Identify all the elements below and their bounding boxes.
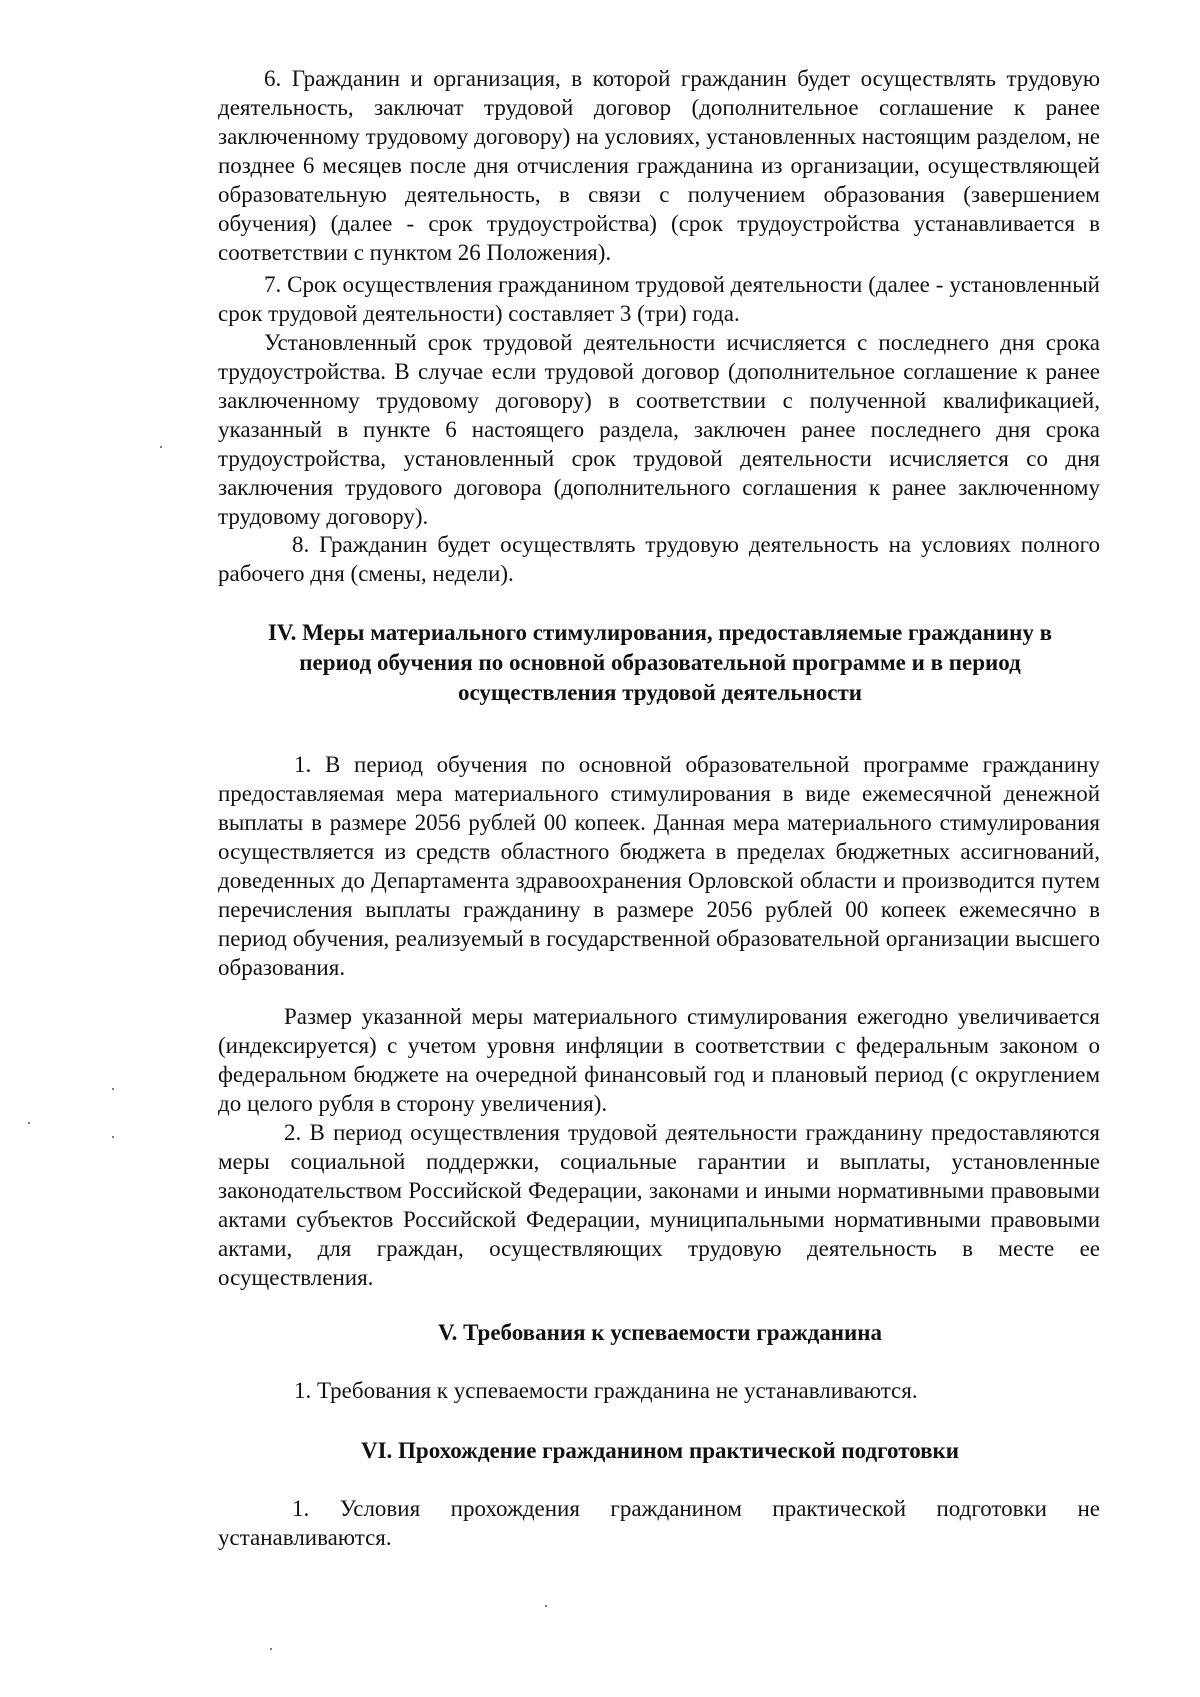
scan-speck <box>28 1122 30 1124</box>
scan-speck <box>112 1088 114 1090</box>
paragraph-5-1: 1. Требования к успеваемости гражданина не устанавливаются. <box>294 1378 918 1403</box>
paragraph-4-2: 2. В период осуществления трудовой деятельности гражданину предоставляются меры социальной поддержки, социальные гарантии и выплаты, установленные законодательством Российской Федерации, законами и иными нормативными правовыми актами субъектов Российской Федерации, муниципальными нормативными правовыми актами, для граждан, осуществляющих трудовую деятельность в месте ее осуществления. <box>218 1120 1100 1290</box>
scan-speck <box>160 446 162 448</box>
scan-speck <box>270 1648 272 1650</box>
paragraph-4-1-continued: Размер указанной меры материального стимулирования ежегодно увеличивается (индексируется) с учетом уровня инфляции в соответствии с федеральным законом о федеральном бюджете на очередной финансовый год и плановый период (с округлением до целого рубля в сторону увеличения). <box>218 1004 1100 1116</box>
scan-speck <box>112 1136 114 1138</box>
section-4-heading: IV. Меры материального стимулирования, предоставляемые гражданину в период обучения по основной образовательной программе и в период осуществления трудовой деятельности <box>267 620 1052 705</box>
paragraph-4-1: 1. В период обучения по основной образовательной программе гражданину предоставляемая мера материального стимулирования в виде ежемесячной денежной выплаты в размере 2056 рублей 00 копеек. Данная мера материального стимулирования осуществляется из средств областного бюджета в пределах бюджетных ассигнований, доведенных до Департамента здравоохранения Орловской области и производится путем перечисления выплаты гражданину в размере 2056 рублей 00 копеек ежемесячно в период обучения, реализуемый в государственной образовательной организации высшего образования. <box>218 752 1100 980</box>
paragraph-6-1: 1. Условия прохождения гражданином практической подготовки не устанавливаются. <box>218 1496 1100 1550</box>
paragraph-3-7: 7. Срок осуществления гражданином трудовой деятельности (далее - установленный срок трудовой деятельности) составляет 3 (три) года. <box>218 272 1100 326</box>
paragraph-3-6: 6. Гражданин и организация, в которой гражданин будет осуществлять трудовую деятельность, заключат трудовой договор (дополнительное соглашение к ранее заключенному трудовому договору) на условиях, установленных настоящим разделом, не позднее 6 месяцев после дня отчисления гражданина из организации, осуществляющей образовательную деятельность, в связи с получением образования (завершением обучения) (далее - срок трудоустройства) (срок трудоустройства устанавливается в соответствии с пунктом 26 Положения). <box>218 66 1100 265</box>
paragraph-3-7-continued: Установленный срок трудовой деятельности исчисляется с последнего дня срока трудоустройства. В случае если трудовой договор (дополнительное соглашение к ранее заключенному трудовому договору) в соответствии с полученной квалификацией, указанный в пункте 6 настоящего раздела, заключен ранее последнего дня срока трудоустройства, установленный срок трудовой деятельности исчисляется со дня заключения трудового договора (дополнительного соглашения к ранее заключенному трудовому договору). <box>218 330 1100 529</box>
scan-speck <box>545 1605 547 1607</box>
paragraph-3-8: 8. Гражданин будет осуществлять трудовую деятельность на условиях полного рабочего дня (смены, недели). <box>218 532 1100 586</box>
section-5-heading: V. Требования к успеваемости гражданина <box>437 1320 883 1345</box>
section-6-heading: VI. Прохождение гражданином практической подготовки <box>360 1438 960 1463</box>
